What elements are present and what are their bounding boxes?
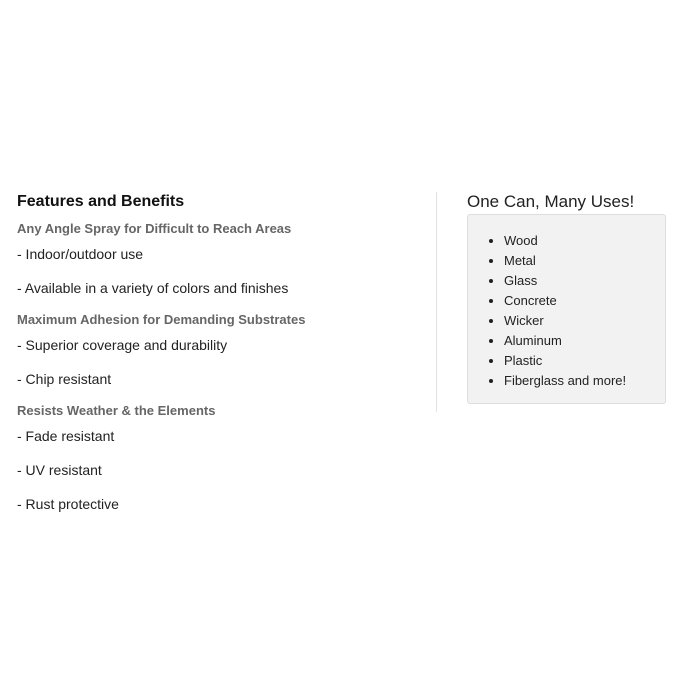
uses-box: [467, 214, 666, 404]
feature-item: - Fade resistant: [17, 428, 115, 444]
feature-item: - Indoor/outdoor use: [17, 246, 144, 262]
feature-item: - Available in a variety of colors and finishes: [17, 280, 289, 296]
feature-item: - Rust protective: [17, 496, 119, 512]
feature-item: - UV resistant: [17, 462, 102, 478]
uses-column: [467, 192, 666, 404]
feature-heading: Resists Weather & the Elements: [17, 403, 216, 418]
feature-item: - Chip resistant: [17, 371, 112, 387]
feature-item: - Superior coverage and durability: [17, 337, 228, 353]
uses-title: One Can, Many Uses!: [467, 192, 635, 211]
uses-list-item: • Glass: [504, 271, 655, 291]
uses-list-item: • Plastic: [504, 351, 655, 371]
features-title: Features and Benefits: [17, 193, 185, 210]
feature-section-weather: [17, 402, 417, 513]
features-column: [17, 192, 417, 529]
feature-heading: Maximum Adhesion for Demanding Substrates: [17, 312, 306, 327]
feature-section-any-angle: [17, 220, 417, 297]
feature-heading: Any Angle Spray for Difficult to Reach Areas: [17, 221, 292, 236]
uses-list-item: • Wicker: [504, 311, 655, 331]
column-divider: [436, 192, 437, 412]
feature-section-adhesion: [17, 311, 417, 388]
uses-list-item: • Metal: [504, 251, 655, 271]
uses-list-item: • Aluminum: [504, 331, 655, 351]
uses-list-item: • Fiberglass and more!: [504, 371, 655, 391]
uses-list-item: • Concrete: [504, 291, 655, 311]
uses-list: [478, 231, 655, 391]
uses-list-item: • Wood: [504, 231, 655, 251]
